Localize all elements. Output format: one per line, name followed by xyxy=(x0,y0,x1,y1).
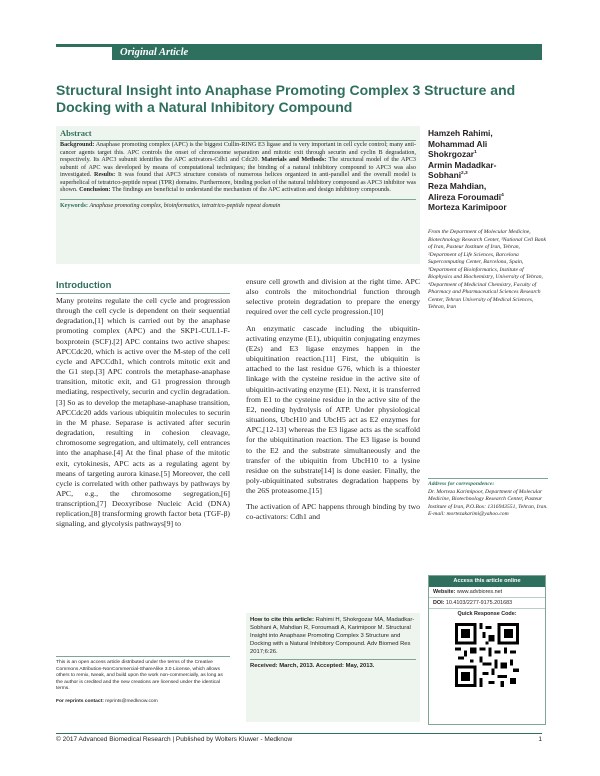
qr-code-icon xyxy=(455,623,519,687)
author-name: Hamzeh Rahimi, xyxy=(428,128,493,138)
citation-box xyxy=(246,613,420,722)
introduction-paragraph: The activation of APC happens through binding by two co-activators: Cdh1 and xyxy=(246,502,420,522)
author-name: Morteza Karimipoor xyxy=(428,202,507,213)
methods-text: The structural model of the APC3 subunit of APC was developed by means of computational techniques; the binding of a natural inhibitory compound to APC3 was also investigated. xyxy=(60,157,416,179)
introduction-divider xyxy=(56,293,230,294)
correspondence-address xyxy=(428,481,548,519)
conclusion-text: The findings are beneficial to understand the mechanism of the APC activation and design inhibitory compounds. xyxy=(111,187,391,194)
footer-rule xyxy=(56,733,542,734)
received-accepted: Received: March, 2013. Accepted: May, 2013. xyxy=(250,659,416,670)
abstract-box xyxy=(56,126,420,264)
section-label: Original Article xyxy=(112,46,542,60)
access-heading: Access this article online xyxy=(429,576,545,587)
introduction-paragraph: Many proteins regulate the cell cycle and progression through the cell cycle is dependent on their sequential degradation,[1] which is carried out by the anaphase promoting complex (APC) and the SKP1-CUL1-F-boxprotein (SCF).[2] APC contains two active shapes: APCCdc20, which is active over the M-step of the cell cycle and APCCdh1, which controls mitotic exit and the G1 step.[3] APC controls the metaphase-anaphase transition, mitotic exit, and G1 progression through mediating, respectively, securin and cyclin degradation.[3] So as to develop the metaphase-anaphase transition, APCCdc20 adds various ubiquitin molecules to securin in the M phase. Separase is activated after securin degradation, resulting in cohesion cleavage, chromosome segregation, and ultimately, cell entrances into the anaphase.[4] At the final phase of the mitotic exit, cytokinesis, APC acts as a regulating agent by means of targeting aurora kinase.[5] Moreover, the cell cycle is correlated with other pathways by pathways by APC, e.g., the chromosome segregation,[6] transcription,[7] Deoxyribose Nucleic Acid (DNA) replication,[8] transforming growth factor beta (TGF-β) signaling, and glycolysis pathways[9] to xyxy=(56,296,230,529)
abstract-text xyxy=(60,142,416,195)
methods-label: Materials and Methods: xyxy=(261,157,327,164)
introduction-heading: Introduction xyxy=(56,280,112,291)
page-footer xyxy=(56,736,542,743)
access-online-box xyxy=(428,575,546,725)
author-name: Sobhani$^{2,3}$ xyxy=(428,170,468,181)
author-name: Alireza Foroumadi$^4$ xyxy=(428,191,504,202)
doi-row: DOI: 10.4103/2277-9175.201683 xyxy=(429,598,545,609)
author-name: Mohammad Ali xyxy=(428,138,488,149)
results-label: Results: xyxy=(94,172,116,179)
conclusion-label: Conclusion: xyxy=(79,187,111,194)
keywords xyxy=(60,199,416,210)
citation-text: Rahimi H, Shokrgozar MA, Madadkar-Sobhani A, Mahdian R, Foroumadi A, Karimipoor M. Structural Insight into Anaphase Promoting Complex 3 Structure and Docking with a Natural Inhibitory Compound. Adv Biomed Res 2017;6:26. xyxy=(250,617,415,656)
results-text: It was found that APC3 structure consists of numerous helices organized in anti-parallel and the overall model is superhelical of tetratrico-peptide repeat (TPR) domains. Furthermore, binding pocket of the natural inhibitory compound as APC3 inhibitor was shown. xyxy=(60,172,416,194)
qr-label: Quick Response Code: xyxy=(457,611,517,617)
license-notice xyxy=(56,660,230,706)
affiliations: From the Department of Molecular Medicine, Biotechnology Research Center, ¹National Cell Bank of Iran, Pasteur Institute of Iran, Tehran, ²Department of Life Sciences, Barcelona Supercomputing Center, Barcelona, Spain, ³Department of Bioinformatics, Institute of Biophysics and Biochemistry, University of Tehran, ⁴Department of Medicinal Chemistry, Faculty of Pharmacy and Pharmaceutical Sciences Research Center, Tehran University of Medical Sciences, Tehran, Iran xyxy=(428,229,546,310)
body-column-2 xyxy=(246,277,420,523)
reprints-email[interactable]: reprints@medknow.com xyxy=(105,698,158,704)
abstract-divider xyxy=(60,140,416,141)
author-name: Shokrgozar$^1$ xyxy=(428,149,477,160)
background-text: Anaphase promoting complex (APC) is the biggest Cullin-RING E3 ligase and is very important in cell cycle control; many anti-cancer agents target this. APC controls the onset of chromosome separation and mitotic exit through securin and cyclin B degradation, respectively. Its APC3 subunit identifies the APC activators-Cdh1 and Cdc20. xyxy=(60,142,416,164)
website-link[interactable]: www.advbiores.net xyxy=(456,589,503,595)
page-number: 1 xyxy=(538,736,542,743)
body-column-1 xyxy=(56,296,230,530)
license-text: This is an open access article distributed under the terms of the Creative Commons Attribution-NonCommercial-ShareAlike 3.0 License, which allows others to remix, tweak, and build upon the work non-commercially, as long as the author is credited and the new creations are licensed under the identical terms. xyxy=(56,660,223,692)
introduction-paragraph: An enzymatic cascade including the ubiquitin-activating enzyme (E1), ubiquitin conjugating enzymes (E2s) and E3 ligase enzymes happen in the ubiquitination reaction.[11] First, the ubiquitin is attached to the last residue G76, which is a thioester linkage with the cysteine residue in the active site of ubiquitin-activating enzyme (E1). Next, it is transferred from E1 to the cysteine residue in the active site of the E2, needing hydrolysis of ATP. Under physiological situations, UbcH10 and UbcH5 act as E2 enzymes for APC,[12-13] whereas the E3 ligase acts as the scaffold for the ubiquitination reaction. The E3 ligase is bound to the E2 and the substrate simultaneously and the transfer of the ubiquitin from UbcH10 to a lysine residue on the substrate[14] is done easier. Finally, the poly-ubiquitinated substrates degradation happens by the 26S proteasome.[15] xyxy=(246,323,420,496)
reprints-contact: For reprints contact: reprints@medknow.com xyxy=(56,698,158,704)
background-label: Background: xyxy=(60,142,95,148)
keywords-text: Anaphase promoting complex, bioinformatics, tetratrico-peptide repeat domain xyxy=(89,202,281,209)
author-name: Armin Madadkar- xyxy=(428,159,497,170)
keywords-label: Keywords: xyxy=(60,202,88,209)
address-divider xyxy=(428,478,548,479)
introduction-paragraph: ensure cell growth and division at the right time. APC also controls the mitochondrial function through selective protein degradation to prepare the energy required over the cell cycle progression.[10] xyxy=(246,277,420,317)
citation-label: How to cite this article: xyxy=(250,617,314,623)
license-divider xyxy=(56,656,230,657)
author-list xyxy=(428,128,548,213)
correspondence-heading: Address for correspondence: xyxy=(428,481,495,487)
footer-text: © 2017 Advanced Biomedical Research | Published by Wolters Kluwer - Medknow xyxy=(56,736,293,743)
author-name: Reza Mahdian, xyxy=(428,180,487,191)
article-title: Structural Insight into Anaphase Promoting Complex 3 Structure and Docking with a Natural Inhibitory Compound xyxy=(56,82,516,115)
website-row: Website: www.advbiores.net xyxy=(429,587,545,598)
abstract-heading: Abstract xyxy=(60,128,92,138)
doi-link[interactable]: 10.4103/2277-9175.201683 xyxy=(445,600,513,606)
correspondence-text: Dr. Morteza Karimipoor, Department of Molecular Medicine, Biotechnology Research Center, Pasteur Institute of Iran, P.O.Box: 1316943551, Tehran, Iran. E-mail: mortezakarimi@yahoo.com xyxy=(428,488,548,517)
